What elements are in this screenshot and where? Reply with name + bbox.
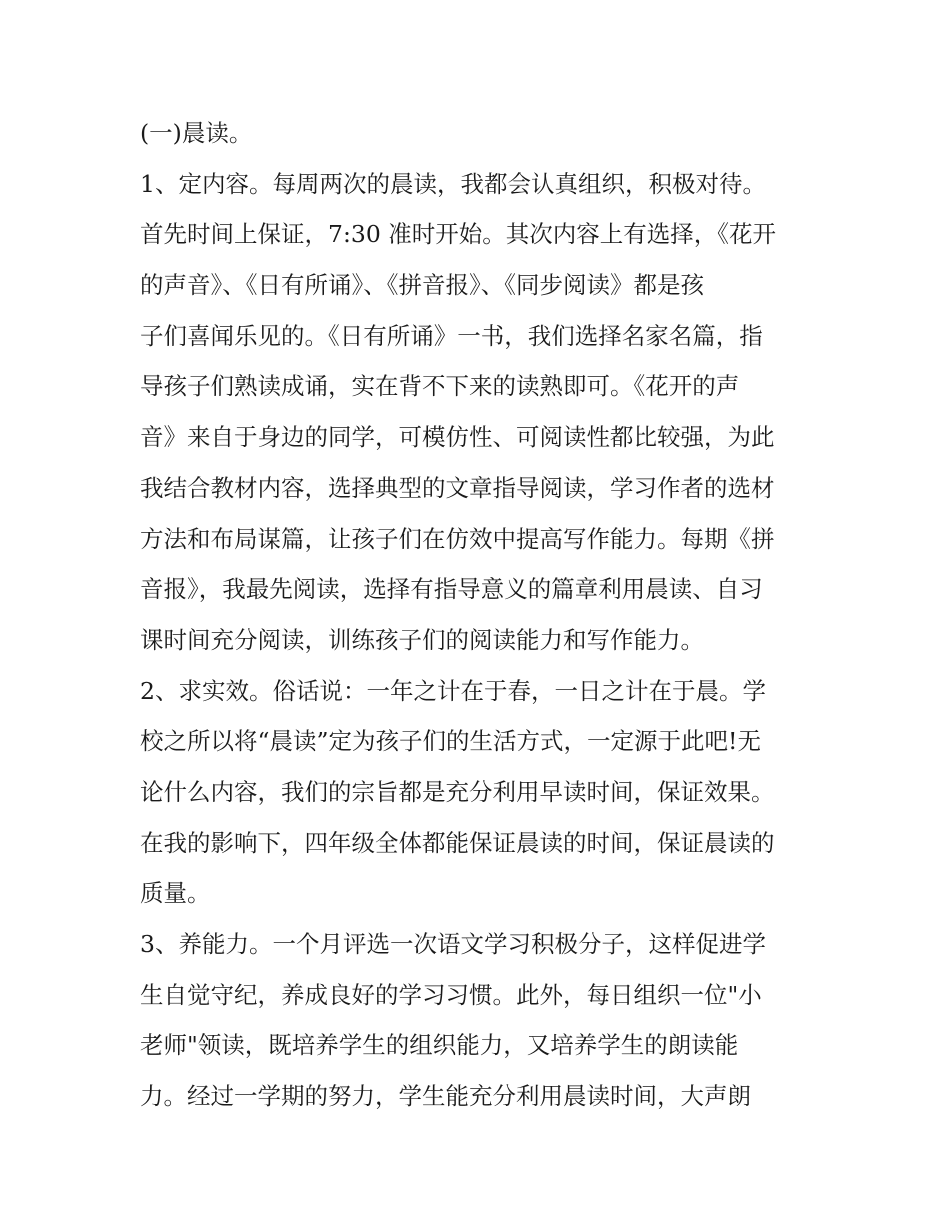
text-line: 校之所以将“晨读”定为孩子们的生活方式，一定源于此吧!无 <box>140 727 761 756</box>
text-line: 课时间充分阅读，训练孩子们的阅读能力和写作能力。 <box>140 625 704 654</box>
text-line: 论什么内容，我们的宗旨都是充分利用早读时间，保证效果。 <box>140 777 775 806</box>
text-line: 导孩子们熟读成诵，实在背不下来的读熟即可。《花开的声 <box>140 372 740 401</box>
document-body <box>140 108 820 1122</box>
text-line: 方法和布局谋篇，让孩子们在仿效中提高写作能力。每期《拼 <box>140 524 775 553</box>
text-line: 我结合教材内容，选择典型的文章指导阅读，学习作者的选材 <box>140 473 775 502</box>
text-line: 音》来自于身边的同学，可模仿性、可阅读性都比较强，为此 <box>140 423 775 452</box>
text-line: 质量。 <box>140 879 211 908</box>
text-line: 2、求实效。俗话说：一年之计在于春，一日之计在于晨。学 <box>140 676 766 705</box>
text-line: 首先时间上保证，7:30 准时开始。其次内容上有选择，《花开 <box>140 220 776 249</box>
text-line: 力。经过一学期的努力，学生能充分利用晨读时间，大声朗 <box>140 1082 751 1111</box>
text-line: (一)晨读。 <box>140 119 253 147</box>
text-line: 生自觉守纪，养成良好的学习习惯。此外，每日组织一位"小 <box>140 980 762 1009</box>
text-line: 1、定内容。每周两次的晨读，我都会认真组织，积极对待。 <box>140 169 766 198</box>
text-line: 子们喜闻乐见的。《日有所诵》一书，我们选择名家名篇，指 <box>140 321 763 350</box>
text-line: 在我的影响下，四年级全体都能保证晨读的时间，保证晨读的 <box>140 828 775 857</box>
text-line: 的声音》、《日有所诵》、《拼音报》、《同步阅读》都是孩 <box>140 271 704 300</box>
text-line: 音报》，我最先阅读，选择有指导意义的篇章利用晨读、自习 <box>140 575 763 604</box>
text-line: 3、养能力。一个月评选一次语文学习积极分子，这样促进学 <box>140 930 766 958</box>
text-line: 老师"领读，既培养学生的组织能力，又培养学生的朗读能 <box>140 1031 739 1060</box>
